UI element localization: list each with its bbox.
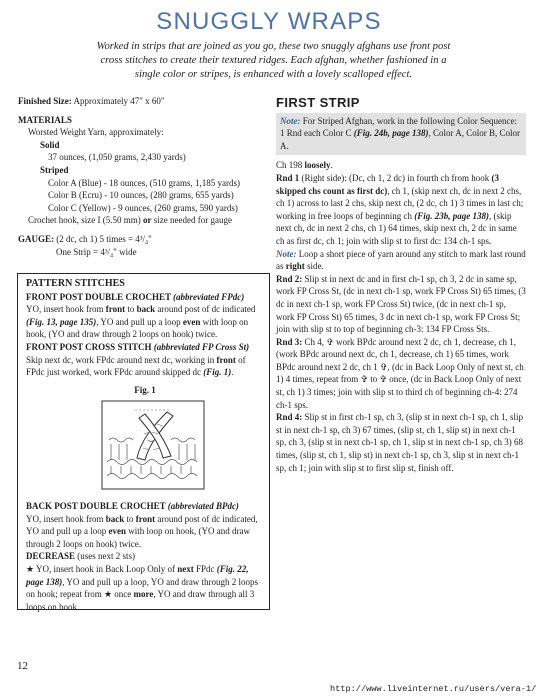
gauge-value: (2 dc, ch 1) 5 times = 4³/₄" bbox=[54, 233, 152, 244]
marker-note bbox=[276, 248, 526, 273]
bpdc-heading bbox=[26, 500, 264, 513]
fpdc-bold-3: even bbox=[182, 316, 201, 327]
bpdc-bold-2: front bbox=[135, 513, 156, 524]
left-column bbox=[18, 95, 270, 258]
hook-or: or bbox=[142, 215, 152, 226]
decrease-ref: (Fig. 22, page 138) bbox=[26, 563, 249, 587]
fpdc-heading bbox=[26, 291, 264, 304]
fpdc-text-3: around post of dc indicated bbox=[155, 304, 256, 315]
bpdc-text-1: YO, insert hook from bbox=[26, 513, 106, 524]
bpdc-text-2: to bbox=[124, 513, 136, 524]
chain-text: Ch 198 bbox=[276, 160, 305, 171]
first-strip-heading: FIRST STRIP bbox=[276, 95, 360, 110]
round-4 bbox=[276, 411, 526, 474]
hook-text-end: size needed for gauge bbox=[151, 215, 232, 226]
watermark-url: http://www.liveinternet.ru/users/vera-1/ bbox=[330, 684, 537, 694]
pattern-stitches-box bbox=[17, 273, 270, 610]
round-1 bbox=[276, 172, 526, 248]
chain-end: . bbox=[330, 160, 333, 171]
note-text-2: , Color A, Color B, Color A. bbox=[280, 128, 521, 151]
decrease-text-1: ★ YO, insert hook in Back Loop Only of bbox=[26, 563, 178, 574]
note-label: Note: bbox=[280, 115, 301, 126]
bpdc-bold-3: even bbox=[108, 526, 126, 537]
intro-paragraph: Worked in strips that are joined as you go, these two snuggly afghans use front post cross stitches to create their textured ridges. Each afghan, whether fashioned in a single color or stripes, is enhanced with a lovely scalloped effect. bbox=[96, 41, 451, 80]
marker-note-label: Note: bbox=[276, 248, 297, 259]
round-3 bbox=[276, 336, 526, 412]
round-1-text-1: (Right side): (Dc, ch 1, 2 dc) in fourth ch from hook bbox=[299, 172, 492, 183]
note-text-1: For Striped Afghan, work in the following Color Sequence: 1 Rnd each Color C bbox=[280, 115, 517, 139]
gauge-line bbox=[18, 233, 270, 246]
solid-amount: 37 ounces, (1,050 grams, 2,430 yards) bbox=[48, 152, 186, 163]
bpdc-abbrev: (abbreviated BPdc) bbox=[167, 500, 239, 511]
fpcross-text-3: . bbox=[231, 367, 234, 378]
decrease-text bbox=[26, 563, 264, 613]
materials-heading: MATERIALS bbox=[18, 114, 72, 125]
round-3-text: Ch 4, ✞ work BPdc around next 2 dc, ch 1, decrease, ch 1, (work BPdc around next dc, ch 1, decrease, ch 1) 65 times, work BPdc around next 2 dc, ch 1 ✞, (dc in Back Loop Only of next st, ch 1) 4 times, repeat from ✞ to ✞ once, (dc in Back Loop Only of next st, ch 1) 3 times; join with slip st to third ch of beginning ch-4: 274 ch-1 sps. bbox=[276, 336, 524, 410]
fpdc-title: FRONT POST DOUBLE CROCHET bbox=[26, 291, 171, 302]
solid-label: Solid bbox=[40, 139, 60, 150]
finished-size-label: Finished Size: bbox=[18, 96, 72, 106]
decrease-text-3: , YO and pull up a loop, YO and draw through 2 loops on hook; repeat from ★ once bbox=[26, 576, 259, 600]
bpdc-text-4: with loop on hook, (YO and draw through 2 loops on hook) twice. bbox=[26, 526, 250, 549]
fpcross-title: FRONT POST CROSS STITCH bbox=[26, 341, 152, 352]
striped-label: Striped bbox=[40, 164, 69, 175]
decrease-text-4: , YO and draw through all 3 loops on hook. bbox=[26, 589, 255, 612]
cross-stitch-illustration bbox=[101, 400, 205, 490]
pattern-stitches-heading: PATTERN STITCHES bbox=[26, 278, 125, 289]
fpcross-ref: (Fig. 1) bbox=[203, 367, 232, 378]
page-number: 12 bbox=[17, 660, 28, 672]
round-2 bbox=[276, 273, 526, 336]
fpcross-text-1: Skip next dc, work FPdc around next dc, working in bbox=[26, 354, 217, 365]
color-b-line: Color B (Ecru) - 10 ounces, (280 grams, 655 yards) bbox=[48, 190, 234, 201]
bpdc-bold-1: back bbox=[105, 513, 125, 524]
fpdc-text-1: YO, insert hook from bbox=[26, 304, 106, 315]
round-1-label: Rnd 1 bbox=[276, 172, 300, 183]
round-2-text: Slip st in next dc and in first ch-1 sp, ch 3, 2 dc in same sp, work FP Cross St, (dc in next ch-1 sp, work FP Cross St) 65 times, (3 dc in next ch-1 sp, work FP Cross St) twice, (dc in next ch-1 sp, work FP Cross St) 65 times, 3 dc in next ch-1 sp, work FP Cross St; join with slip st to top of beginning ch-3: 134 FP Cross Sts. bbox=[276, 273, 526, 335]
fpdc-text bbox=[26, 303, 264, 341]
figure-caption: Fig. 1 bbox=[134, 384, 156, 395]
round-1-text-3: , (skip next ch, dc in next 2 chs, ch 1) 64 times, skip next ch, 2 dc in same ch as first dc, ch 1; join with slip st to first dc: 134 ch-1 sps. bbox=[276, 210, 517, 246]
round-1-ref: (Fig. 23b, page 138) bbox=[414, 210, 489, 221]
round-4-label: Rnd 4: bbox=[276, 412, 303, 423]
note-ref: (Fig. 24b, page 138) bbox=[353, 128, 429, 139]
finished-size bbox=[18, 95, 270, 108]
marker-note-bold: right bbox=[285, 261, 305, 272]
round-1-text-2: , ch 1, (skip next ch, dc in next 2 chs, ch 1) across to last 2 chs, skip next ch, (2 dc, ch 1) 3 times in last ch; working in free loops of beginning ch bbox=[276, 185, 524, 221]
fpcross-text bbox=[26, 354, 264, 379]
fpdc-bold-2: back bbox=[136, 304, 156, 315]
chain-bold: loosely bbox=[304, 160, 331, 171]
decrease-sub: (uses next 2 sts) bbox=[75, 551, 136, 562]
fpdc-text-4: , YO and pull up a loop bbox=[96, 316, 183, 327]
right-column bbox=[276, 97, 526, 474]
decrease-bold-2: more bbox=[133, 589, 154, 600]
marker-note-text-2: side. bbox=[304, 261, 324, 272]
fpcross-text-2: of FPdc just worked, work FPdc around skipped dc bbox=[26, 354, 246, 378]
hook-text: Crochet hook, size I (5.50 mm) bbox=[28, 215, 143, 226]
yarn-line: Worsted Weight Yarn, approximately: bbox=[28, 127, 164, 138]
decrease-text-2: FPdc bbox=[193, 563, 217, 574]
fpdc-ref: (Fig. 13, page 135) bbox=[26, 316, 97, 327]
fpcross-heading bbox=[26, 341, 264, 354]
page-title: SNUGGLY WRAPS bbox=[156, 8, 382, 35]
color-c-line: Color C (Yellow) - 9 ounces, (260 grams, 590 yards) bbox=[48, 202, 238, 213]
bpdc-text bbox=[26, 513, 264, 551]
bpdc-title: BACK POST DOUBLE CROCHET bbox=[26, 500, 166, 511]
fpcross-abbrev: (abbreviated FP Cross St) bbox=[153, 341, 250, 352]
fpcross-bold-1: front bbox=[216, 354, 236, 365]
gauge-label: GAUGE: bbox=[18, 233, 54, 244]
round-1-bold: (3 skipped chs count as first dc) bbox=[276, 172, 499, 196]
color-sequence-note bbox=[276, 113, 526, 156]
marker-note-text-1: Loop a short piece of yarn around any stitch to mark last round as bbox=[276, 248, 526, 272]
fpdc-text-2: to bbox=[125, 304, 137, 315]
fpdc-abbrev: (abbreviated FPdc) bbox=[173, 291, 245, 302]
round-4-text: Slip st in first ch-1 sp, ch 3, (slip st in next ch-1 sp, ch 1, slip st in next ch-1 sp, ch 3) 67 times, (slip st, ch 1, slip st) in next ch-1 sp, ch 3, (slip st in next ch-1 sp, ch 1, slip st in next ch-1 sp, ch 3) 68 times, (slip st, ch 1, slip st) in next ch-1 sp, ch 3, slip st in next ch-1 sp, ch 1; join with slip st to first slip st, finish off. bbox=[276, 412, 524, 473]
hook-line bbox=[18, 214, 270, 227]
decrease-bold-1: next bbox=[177, 563, 194, 574]
round-2-label: Rnd 2: bbox=[276, 273, 303, 284]
decrease-title: DECREASE bbox=[26, 551, 76, 562]
chain-line bbox=[276, 159, 526, 172]
round-3-label: Rnd 3: bbox=[276, 336, 303, 347]
gauge-strip: One Strip = 4³/₄" wide bbox=[56, 246, 137, 257]
finished-size-value: Approximately 47" x 60" bbox=[71, 96, 165, 106]
decrease-heading bbox=[26, 550, 264, 563]
bpdc-text-3: around post of dc indicated, YO and pull up a loop bbox=[26, 513, 258, 537]
fpdc-text-5: with loop on hook, (YO and draw through 2 loops on hook) twice. bbox=[26, 316, 249, 340]
fpdc-bold-1: front bbox=[105, 304, 126, 315]
color-a-line: Color A (Blue) - 18 ounces, (510 grams, 1,185 yards) bbox=[48, 177, 240, 188]
